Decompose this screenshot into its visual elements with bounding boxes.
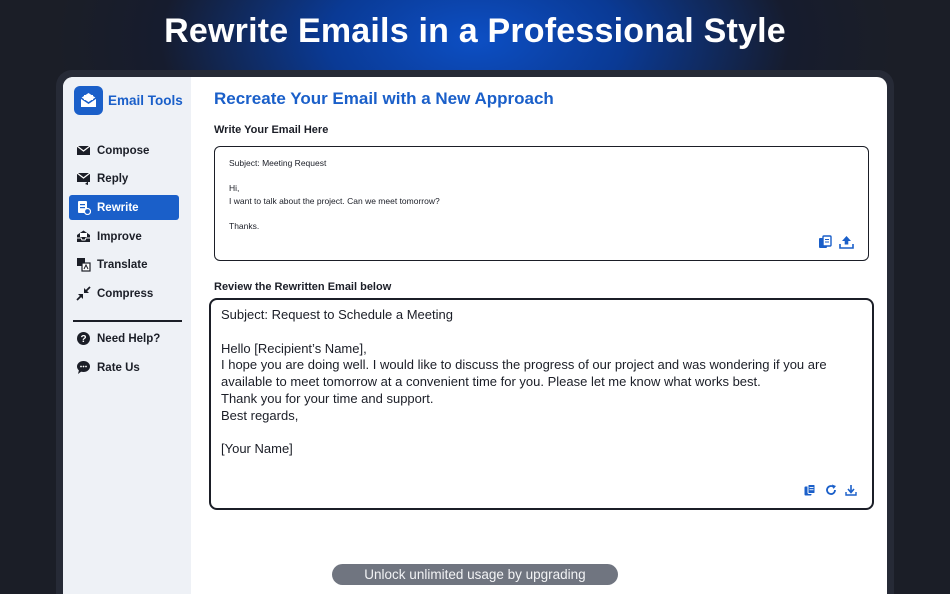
email-input-textarea[interactable] bbox=[214, 146, 869, 261]
reply-envelope-icon bbox=[76, 171, 91, 186]
input-line bbox=[229, 170, 854, 183]
output-line: I hope you are doing well. I would like to discuss the progress of our project and was wondering if you are available to meet tomorrow at a convenient time for you. Please let me know what works best. bbox=[221, 357, 831, 390]
banner-title: Rewrite Emails in a Professional Style bbox=[164, 12, 786, 50]
sidebar-item-improve[interactable] bbox=[69, 224, 179, 249]
copy-icon[interactable] bbox=[818, 235, 832, 249]
sidebar bbox=[63, 77, 191, 594]
app-window bbox=[63, 77, 887, 594]
sidebar-item-compose[interactable] bbox=[69, 138, 179, 163]
output-line bbox=[221, 324, 862, 341]
output-line: Hello [Recipient’s Name], bbox=[221, 340, 367, 356]
sidebar-item-label: Translate bbox=[97, 258, 148, 271]
download-icon[interactable] bbox=[845, 484, 857, 496]
output-line: Best regards, bbox=[221, 407, 299, 423]
input-line: I want to talk about the project. Can we meet tomorrow? bbox=[229, 195, 440, 206]
sidebar-item-label: Compose bbox=[97, 144, 150, 157]
output-section-label: Review the Rewritten Email below bbox=[214, 281, 392, 293]
copy-icon[interactable] bbox=[804, 484, 816, 496]
sidebar-item-label: Improve bbox=[97, 230, 142, 243]
output-line: Subject: Request to Schedule a Meeting bbox=[221, 307, 453, 322]
sidebar-item-rewrite[interactable] bbox=[69, 195, 179, 220]
rewrite-doc-icon bbox=[76, 200, 91, 215]
input-line: Thanks. bbox=[229, 220, 260, 231]
regenerate-icon[interactable] bbox=[825, 484, 837, 496]
sidebar-item-label: Rate Us bbox=[97, 361, 140, 374]
upgrade-banner-button[interactable]: Unlock unlimited usage by upgrading bbox=[332, 564, 618, 585]
output-line bbox=[221, 425, 862, 442]
page-title: Recreate Your Email with a New Approach bbox=[214, 89, 554, 108]
sidebar-item-need-help[interactable] bbox=[69, 326, 179, 351]
input-section-label: Write Your Email Here bbox=[214, 124, 329, 136]
compress-arrows-icon bbox=[76, 286, 91, 301]
sidebar-item-label: Need Help? bbox=[97, 332, 161, 345]
sidebar-item-reply[interactable] bbox=[69, 166, 179, 191]
app-logo-icon bbox=[74, 86, 103, 115]
chat-bubble-icon bbox=[76, 360, 91, 375]
input-line bbox=[229, 207, 854, 220]
sidebar-divider bbox=[73, 320, 182, 322]
translate-icon bbox=[76, 257, 91, 272]
sidebar-item-compress[interactable] bbox=[69, 281, 179, 306]
output-line: Thank you for your time and support. bbox=[221, 390, 434, 406]
upload-icon[interactable] bbox=[839, 235, 854, 249]
sidebar-item-label: Reply bbox=[97, 172, 129, 185]
sidebar-item-translate[interactable] bbox=[69, 252, 179, 277]
sidebar-item-label: Compress bbox=[97, 287, 154, 300]
output-line: [Your Name] bbox=[221, 441, 293, 457]
help-circle-icon bbox=[76, 331, 91, 346]
sidebar-item-label: Rewrite bbox=[97, 201, 139, 214]
input-line: Subject: Meeting Request bbox=[229, 158, 327, 168]
rewritten-email-output[interactable] bbox=[209, 298, 874, 510]
app-name: Email Tools bbox=[108, 93, 183, 108]
envelope-icon bbox=[76, 143, 91, 158]
svg-text:?: ? bbox=[80, 334, 87, 345]
input-line: Hi, bbox=[229, 183, 240, 193]
sidebar-item-rate-us[interactable] bbox=[69, 355, 179, 380]
improve-inbox-icon bbox=[76, 229, 91, 244]
